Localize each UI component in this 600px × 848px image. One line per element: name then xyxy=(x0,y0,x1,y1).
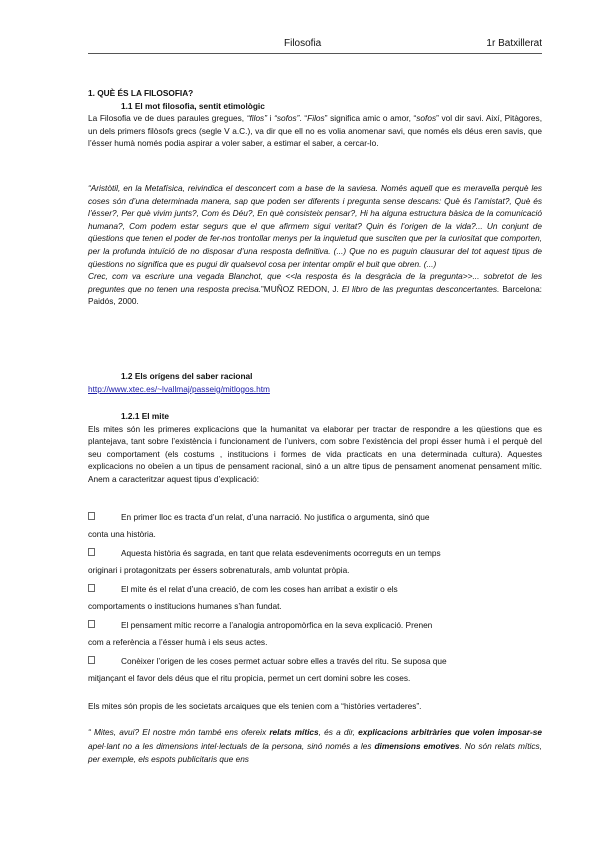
quote-emphasis: dimensions emotives xyxy=(374,740,460,751)
bullet-text: Conèixer l’origen de les coses permet actuar sobre elles a través del ritu. Se suposa que xyxy=(121,656,447,666)
section-1 xyxy=(88,87,542,150)
etymology-text: . “ xyxy=(299,113,308,124)
myth-intro-paragraph: Els mites són les primeres explicacions que la humanitat va elaborar per tractar de respondre a les qüestions que es plantejava, tant sobre l’existència i funcionament de l’univers, com sobre l’existència del propi ésser humà i el perquè del seu comportament (els costums , institucions i formes de vida practicats en una determinada cultura). Aquestes explicacions no obeïen a un tipus de pensament racional, sinó a un altre tipus de pensament anomenat pensament mític. Anem a caracteritzar aquest tipus d’explicació: xyxy=(88,423,542,484)
bullet-box-icon xyxy=(88,620,95,628)
term-sofos: sofos xyxy=(416,113,437,124)
bullet-box-icon xyxy=(88,512,95,520)
bullet-item xyxy=(88,509,542,542)
subsection-1-2-title: 1.2 Els orígens del saber racional xyxy=(121,371,253,381)
bullet-item xyxy=(88,653,542,686)
quote-body: “Aristòtil, en la Metafísica, reivindica el desconcert com a base de la saviesa. Només aquell que es meravella perquè les coses són d’una determinada manera, sap que poden ser diferents i pregunta sense descans: Què és l’amistat?, Què és l’ésser?, Per què vivim junts?, Com és Déu?, En què consisteix pensar?, Hi ha alguna estructura bàsica de la comunicació humana?, Com podem estar segurs que el que afirmem sigui veritat? Quin és l’origen de la vida?... Un conjunt de qüestions que tenen el poder de fer-nos trontollar menys per la inquietud que susciten que per la curiositat que comporten, per la profunda intuïció de no disposar d’una resposta definitiva. (...) Que no es puguin clausurar del tot aquest tipus de qüestions no significa que es pugui dir qualsevol cosa per intentar omplir el buit que obren. (...) xyxy=(88,183,542,269)
header-divider xyxy=(88,53,542,54)
bullet-text: Aquesta història és sagrada, en tant que relata esdeveniments ocorreguts en un temps xyxy=(121,548,441,558)
bullet-text-cont: com a referència a l’ésser humà i els seus actes. xyxy=(88,636,268,647)
bullet-text: En primer lloc es tracta d’un relat, d’una narració. No justifica o argumenta, sinó que xyxy=(121,512,430,522)
term-filos: Filos xyxy=(307,113,325,124)
quote-emphasis: explicacions arbitràries que volen imposar-se xyxy=(358,727,542,737)
quote-emphasis: relats mítics xyxy=(269,727,319,737)
etymology-text: ” significa amic o amor, “ xyxy=(324,113,417,124)
bullet-item xyxy=(88,545,542,578)
quote-text: . No són relats mítics, per exemple, els espots publicitaris que ens xyxy=(88,740,542,764)
etymology-text: La Filosofia ve de dues paraules gregues, xyxy=(88,113,247,124)
subsection-1-2-1-title: 1.2.1 El mite xyxy=(121,411,169,421)
bullet-item xyxy=(88,617,542,650)
mythos-logos-link[interactable]: http://www.xtec.es/~lvallmaj/passeig/mitlogos.htm xyxy=(88,383,270,394)
quote-book: El libro de las preguntas desconcertantes. xyxy=(341,283,500,294)
bullet-text-cont: comportaments o institucions humanes s’han fundat. xyxy=(88,600,282,611)
subsection-1-1-title: 1.1 El mot filosofia, sentit etimològic xyxy=(121,100,265,111)
section-1-2 xyxy=(88,370,542,395)
bullet-item xyxy=(88,581,542,614)
header-course: 1r Batxillerat xyxy=(486,38,542,49)
myth-closing-paragraph: Els mites són propis de les societats arcaiques que els tenien com a “històries vertaderes”. xyxy=(88,701,422,711)
quote-text: , és a dir, xyxy=(318,727,359,737)
etymology-paragraph xyxy=(88,112,542,150)
bullet-text: El pensament mític recorre a l’analogia antropomòrfica en la seva explicació. Prenen xyxy=(121,620,433,630)
page-header xyxy=(88,38,542,52)
quote-author: ”MUÑOZ REDON, J. xyxy=(261,283,339,294)
section-1-2-1 xyxy=(88,410,542,486)
quote-text: apel·lant no a les dimensions intel·lectuals de la persona, sinó només a les xyxy=(88,740,375,751)
etymology-text: i xyxy=(266,113,275,124)
aristotle-quote xyxy=(88,182,542,308)
quote-tail: Crec, com va escriure una vegada Blanchot, que <<la resposta és la desgràcia de la pregunta>>... sobretot de les preguntes que no tenen una resposta precisa. xyxy=(88,271,542,294)
term-filos: “filos” xyxy=(246,113,267,124)
section-1-title: 1. QUÈ ÉS LA FILOSOFIA? xyxy=(88,88,194,98)
bullet-text-cont: conta una història. xyxy=(88,528,156,539)
bullet-text: El mite és el relat d’una creació, de com les coses han arribat a existir o els xyxy=(121,584,398,594)
bullet-text-cont: originari i protagonitzats per éssers sobrenaturals, amb voluntat pròpia. xyxy=(88,564,350,575)
quote-publisher: Barcelona: Paidós, 2000. xyxy=(88,283,542,307)
header-subject: Filosofia xyxy=(284,38,322,49)
modern-myths-quote xyxy=(88,726,542,767)
bullet-box-icon xyxy=(88,656,95,664)
term-sofos: “sofos” xyxy=(274,113,300,124)
bullet-text-cont: mitjançant el favor dels déus que el ritu propicia, permet un cert domini sobre les coses. xyxy=(88,672,411,683)
etymology-text: ” vol dir savi. Així, Pitàgores, un dels primers filòsofs grecs (segle V a.C.), va dir que ell no es volia anomenar savi, que només els déus eren savis, que l’ésser humà només podia aspirar a voler saber, a estimar el saber, a cercar-lo. xyxy=(88,113,542,149)
bullet-box-icon xyxy=(88,584,95,592)
quote-text: “ Mites, avui? El nostre món també ens ofereix xyxy=(88,727,270,737)
bullet-box-icon xyxy=(88,548,95,556)
